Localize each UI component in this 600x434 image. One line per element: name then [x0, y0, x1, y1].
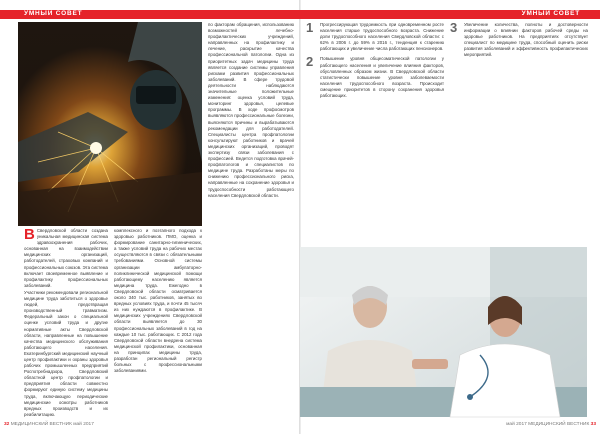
fact-item	[450, 22, 588, 59]
left-page-number: 32	[4, 422, 10, 427]
doctor-patient-photo	[300, 247, 587, 417]
intro-paragraph: Свердловской области создана уникальная медицинская система здравоохранения рабочих, основанная на взаимодействии медицинских организаций, работодателей, страховых компаний и профессиональных союзов. Эта система включает своевременное выявление и профилактику профессиональных заболеваний.	[24, 228, 108, 288]
right-column-2	[450, 22, 588, 244]
fact-text: Повышение уровня общесоматической патологии у работающего населения и увеличение влияния факторов, обусловленных образом жизни. В Свердловской области статистически повышение уровня заболеваемости населения трудоспособного возраста. Происходит смещение приоритетов в сторону сохранения здоровья работающих.	[320, 56, 444, 99]
fact-number: 3	[450, 20, 458, 35]
fact-item	[306, 56, 444, 99]
dropcap: В	[24, 226, 35, 243]
left-section-tag: УМНЫЙ СОВЕТ	[24, 10, 83, 17]
right-section-tag: УМНЫЙ СОВЕТ	[521, 10, 580, 17]
right-page-number: 33	[590, 422, 596, 427]
welder-photo	[18, 22, 202, 226]
left-column-2	[114, 228, 202, 414]
right-page-footer	[506, 421, 596, 428]
column-3-paragraph: по факторам обращения, использованию возможностей лечебно-профилактических учреждений, направленных на профилактику и лечение, раскрытие качества профессиональной патологии. Одна из приоритетных задач медицины труда является создание системы управления рисками развития профессиональных заболеваний. В сфере трудовой деятельности наблюдаются значительные положительные изменения: оценка условий труда, мониторинг здоровья, целевые программы. В ходе профосмотров выявляются профессиональные болезни, выясняются причины и вырабатываются рекомендации для работодателей. Специалисты центра профпатологии консультируют работников и врачей медицинских организаций, проводят экспертизу связи заболевания с профессией. Ведется подготовка врачей-профпатологов и специалистов по медицине труда. Разработаны меры по снижению профессионального риска, направленные на сохранение здоровья и трудоспособности работающего населения Свердловской области.	[208, 22, 294, 198]
left-column-1	[24, 226, 108, 417]
fact-text: Прогрессирующая трудоемкость при одновременном росте населения старше трудоспособного возраста. Снижение доли трудоспособного населения Свердловской области: с 62% в 2006 г. до 59% в 2016 г., тенденция к старению работающих и увеличение числа работающих пенсионеров.	[320, 22, 444, 52]
left-footer-publication: МЕДИЦИНСКИЙ ВЕСТНИК	[10, 422, 72, 427]
right-column-1	[306, 22, 444, 244]
right-footer-date: май 2017	[506, 422, 527, 427]
column-1-paragraph: Участники рекомендовали региональной медицине труда заботиться о здоровье людей, предотвращая производственный травматизм. Федеральный закон о специальной оценке условий труда и другие нормативные акты Свердловской области, направленные на повышение качества медицинского обслуживания работающего населения. Екатеринбургский медицинский научный центр профилактики и охраны здоровья рабочих промышленных предприятий Роспотребнадзора, Свердловский областной центр профпатологии и предприятия области совместно формируют единую систему медицины труда, включающую периодические медицинские осмотры работников вредных производств и их реабилитацию.	[24, 289, 108, 417]
left-footer-date: май 2017	[73, 422, 94, 427]
left-page-footer	[4, 421, 94, 428]
column-2-paragraph: комплексного и поэтапного подхода к здоровью работников. ПМО, оценка и формирование санитарно-гигиенических, а также условий труда на рабочих местах осуществляются в связи с обязательными требованиями. Основной системы организации амбулаторно-поликлинической медицинской помощи работающему населению является медицина труда. Ежегодно в Свердловской области осматривается около 340 тыс. работников, занятых во вредных условиях труда, и почти 45 тысяч из них нуждаются в профилактике. В медицинских учреждениях Свердловской области выявляется до 30 профессиональных заболеваний в год на каждые 10 тыс. работающих. С 2012 года Свердловской области внедрена система медицинской профилактики, основанная на принципах медицины труда, разработан региональный регистр больных с профессиональными заболеваниями.	[114, 228, 202, 374]
right-footer-publication: МЕДИЦИНСКИЙ ВЕСТНИК	[528, 422, 590, 427]
left-column-3	[208, 22, 294, 414]
fact-number: 2	[306, 54, 314, 70]
fact-item	[306, 22, 444, 52]
fact-text: Увеличение количества, полноты и достоверности информации о влиянии факторов рабочей среды на здоровье работников. На предприятиях отсутствует специалист по медицине труда, способный оценить риски развития заболеваний и эффективность профилактических мероприятий.	[464, 22, 588, 58]
fact-number: 1	[306, 20, 314, 35]
